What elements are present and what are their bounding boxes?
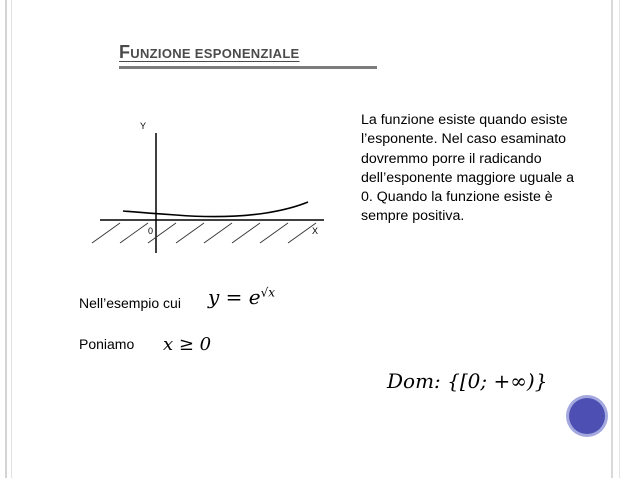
example-label: Nell’esempio cui bbox=[79, 295, 181, 311]
function-graph bbox=[86, 113, 326, 263]
formula-base: y = e bbox=[208, 285, 261, 309]
decorative-circle bbox=[569, 398, 605, 434]
y-axis-label: Y bbox=[140, 121, 147, 131]
x-axis-label: X bbox=[312, 226, 319, 236]
example-formula bbox=[208, 285, 275, 309]
right-border-line-inner bbox=[619, 0, 620, 478]
condition-label: Poniamo bbox=[79, 336, 135, 352]
left-border-line bbox=[5, 0, 7, 478]
title-first-letter: F bbox=[119, 42, 131, 62]
hatching bbox=[92, 223, 319, 243]
left-border-line-inner bbox=[11, 0, 12, 478]
title-underline-shadow bbox=[119, 66, 377, 69]
title-rest: UNZIONE ESPONENZIALE bbox=[130, 46, 300, 61]
right-border-line bbox=[611, 0, 613, 478]
condition-formula: x ≥ 0 bbox=[163, 334, 212, 355]
description-text: La funzione esiste quando esiste l’esponente. Nel caso esaminato dovremmo porre il radicando dell’esponente maggiore uguale a 0. Quando la funzione esiste è sempre positiva. bbox=[361, 112, 574, 225]
function-curve bbox=[123, 202, 308, 217]
slide-title bbox=[119, 42, 300, 63]
domain-formula: Dom: {[0; +∞)} bbox=[387, 369, 548, 393]
formula-exponent: √x bbox=[260, 285, 276, 300]
origin-label: 0 bbox=[148, 226, 154, 236]
